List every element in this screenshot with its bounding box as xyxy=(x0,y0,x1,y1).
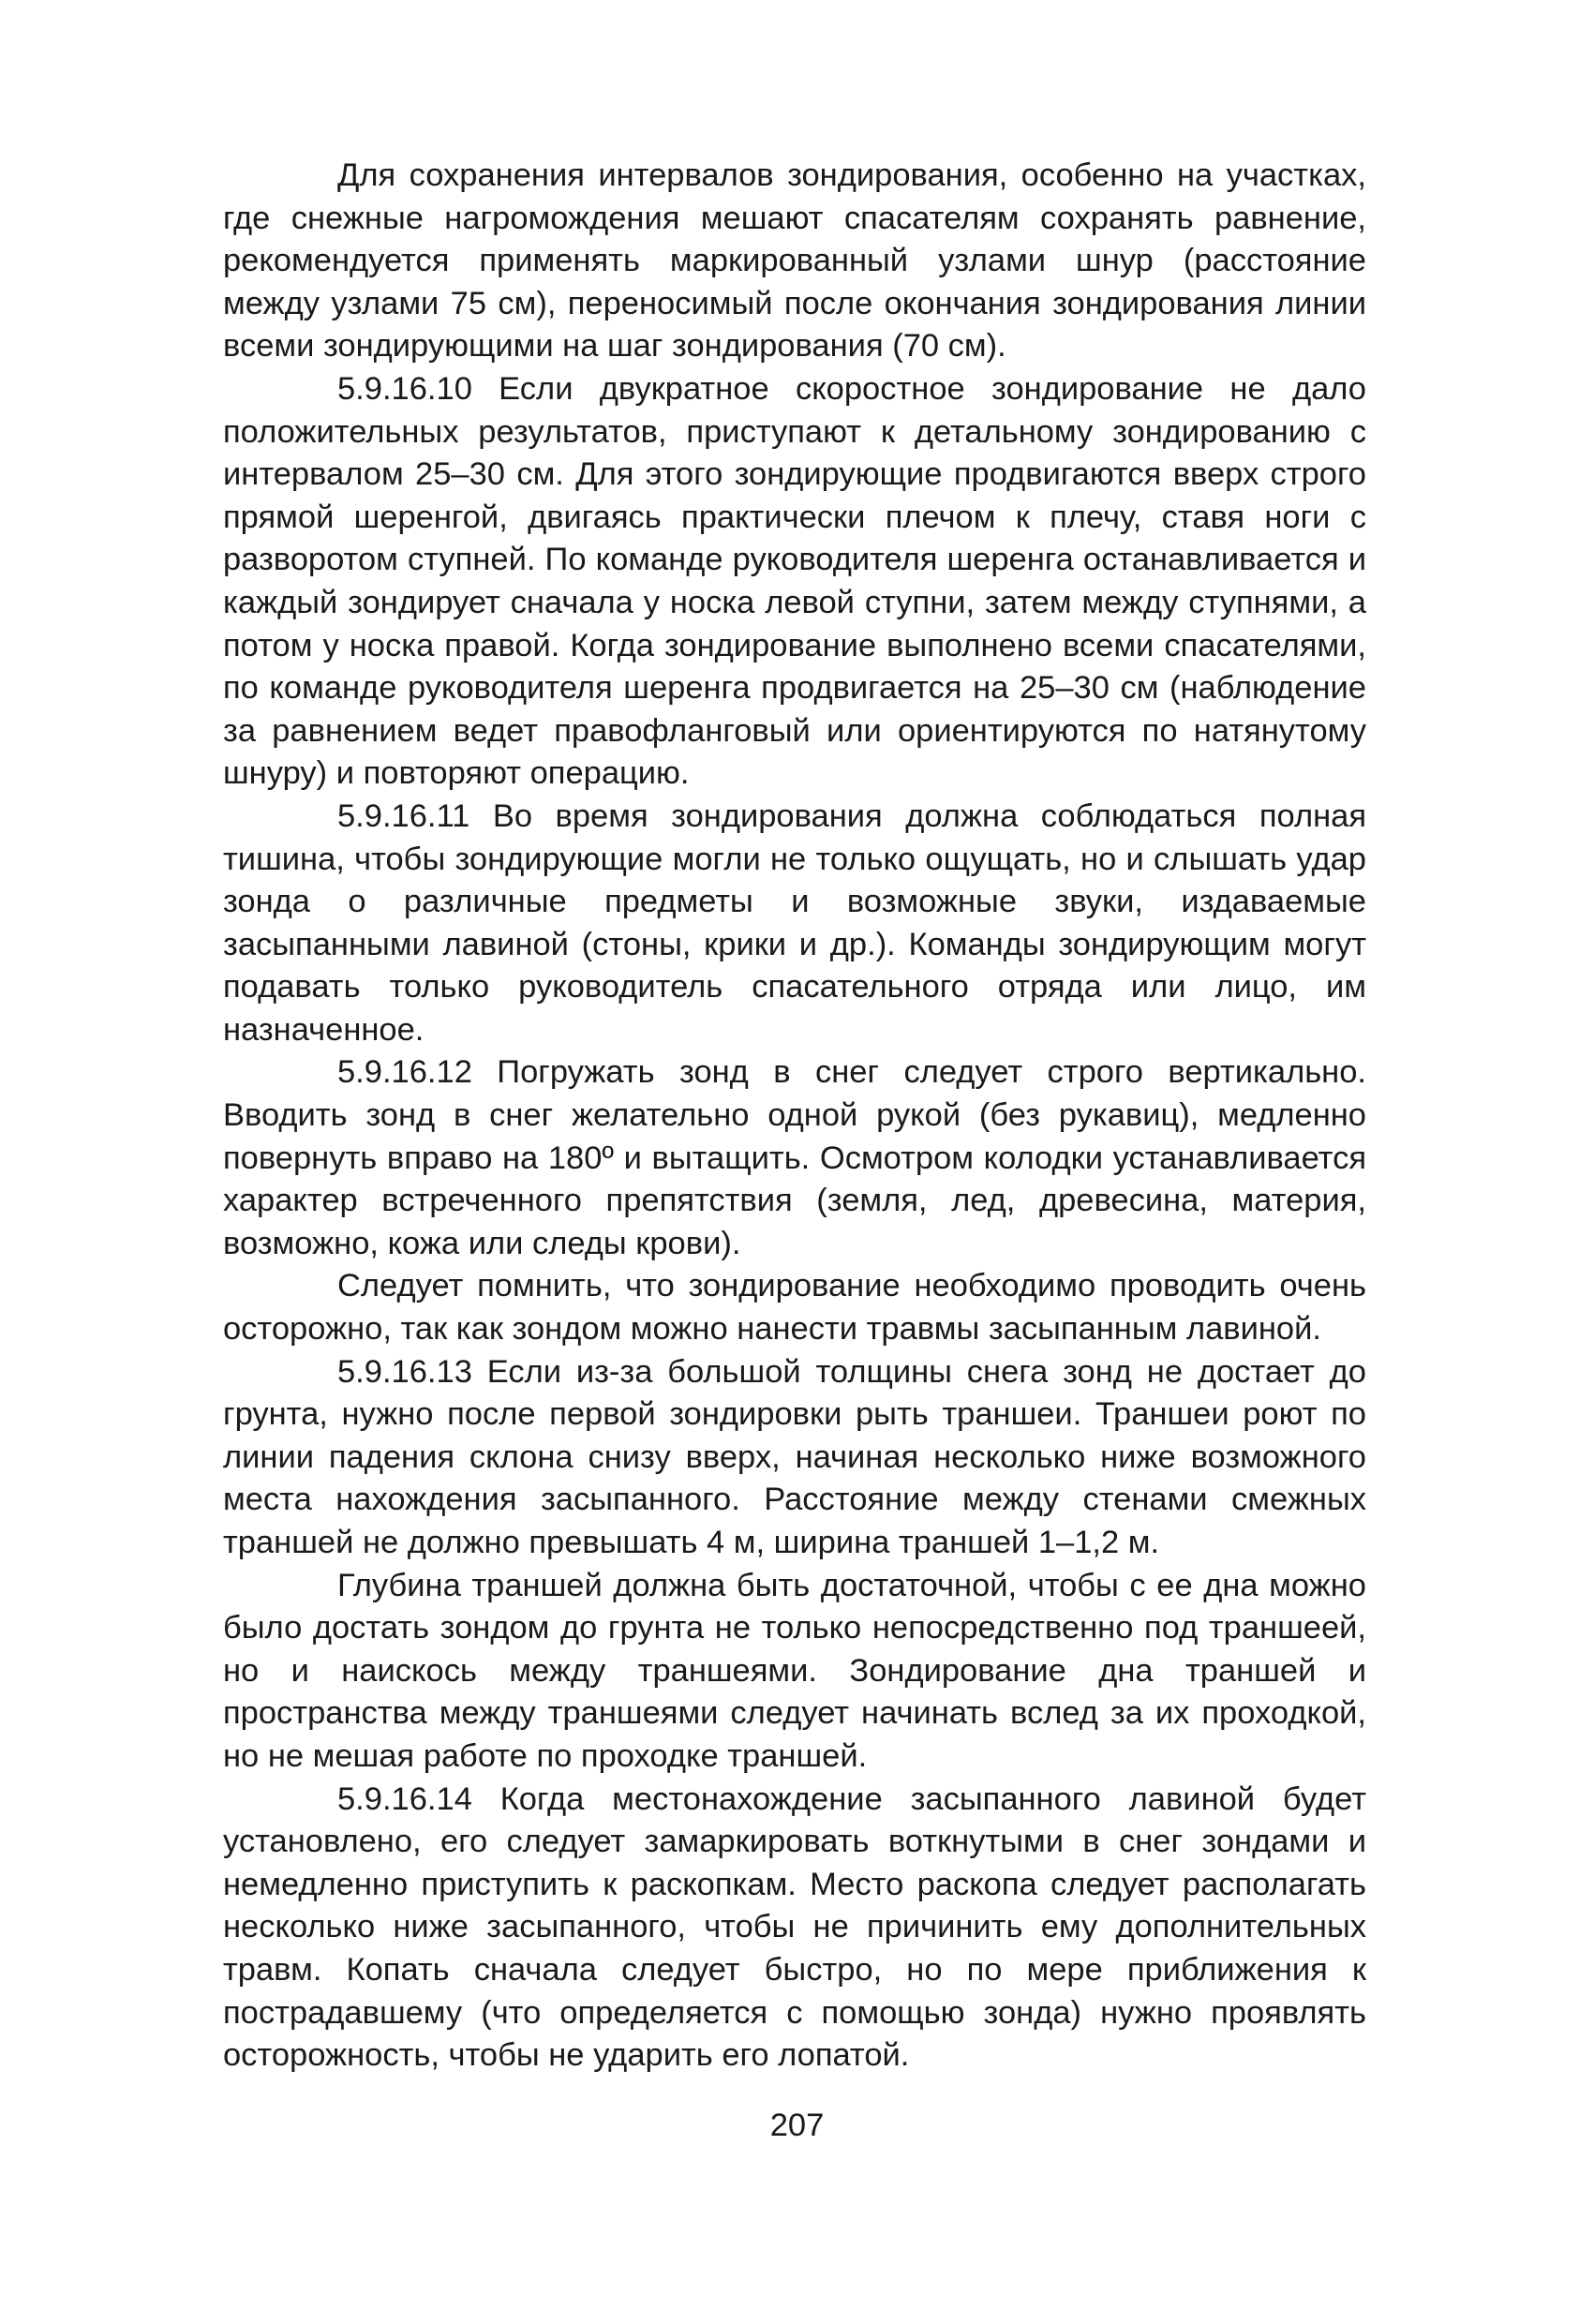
paragraph-trench-depth: Глубина траншей должна быть достаточной, чтобы с ее дна можно было достать зондом до грунта не только непосредственно под траншеей, но и наискось между траншеями. Зондирование дна траншей и пространства между траншеями следует начинать вслед за их проходкой, но не мешая работе по проходке траншей. xyxy=(223,1567,1366,1774)
document-page xyxy=(223,155,1366,2078)
page-number: 207 xyxy=(769,2108,825,2143)
paragraph-5-9-16-14: 5.9.16.14 Когда местонахождение засыпанного лавиной будет установлено, его следует замаркировать воткнутыми в снег зондами и немедленно приступить к раскопкам. Место раскопа следует располагать несколько ниже засыпанного, чтобы не причинить ему дополнительных травм. Копать сначала следует быстро, но по мере приближения к пострадавшему (что определяется с помощью зонда) нужно проявлять осторожность, чтобы не ударить его лопатой. xyxy=(223,1780,1366,2074)
paragraph-5-9-16-13: 5.9.16.13 Если из-за большой толщины снега зонд не достает до грунта, нужно после первой зондировки рыть траншеи. Траншеи роют по линии падения склона снизу вверх, начиная несколько ниже возможного места нахождения засыпанного. Расстояние между стенами смежных траншей не должно превышать 4 м, ширина траншей 1–1,2 м. xyxy=(223,1353,1366,1560)
paragraph-caution-note: Следует помнить, что зондирование необходимо проводить очень осторожно, так как зондом можно нанести травмы засыпанным лавиной. xyxy=(223,1268,1366,1348)
paragraph-5-9-16-10: 5.9.16.10 Если двукратное скоростное зондирование не дало положительных результатов, приступают к детальному зондированию с интервалом 25–30 см. Для этого зондирующие продвигаются вверх строго прямой шеренгой, двигаясь практически плечом к плечу, ставя ноги с разворотом ступней. По команде руководителя шеренга останавливается и каждый зондирует сначала у носка левой ступни, затем между ступнями, а потом у носка правой. Когда зондирование выполнено всеми спасателями, по команде руководителя шеренга продвигается на 25–30 см (наблюдение за равнением ведет правофланговый или ориентируются по натянутому шнуру) и повторяют операцию. xyxy=(223,370,1366,792)
paragraph-5-9-16-12: 5.9.16.12 Погружать зонд в снег следует строго вертикально. Вводить зонд в снег желательно одной рукой (без рукавиц), медленно повернуть вправо на 180º и вытащить. Осмотром колодки устанавливается характер встреченного препятствия (земля, лед, древесина, материя, возможно, кожа или следы крови). xyxy=(223,1054,1366,1261)
paragraph-5-9-16-11: 5.9.16.11 Во время зондирования должна соблюдаться полная тишина, чтобы зондирующие могли не только ощущать, но и слышать удар зонда о различные предметы и возможные звуки, издаваемые засыпанными лавиной (стоны, крики и др.). Команды зондирующим могут подавать только руководитель спасательного отряда или лицо, им назначенное. xyxy=(223,797,1366,1048)
paragraph-probing-intervals: Для сохранения интервалов зондирования, особенно на участках, где снежные нагромождения мешают спасателям сохранять равнение, рекомендуется применять маркированный узлами шнур (расстояние между узлами 75 см), переносимый после окончания зондирования линии всеми зондирующими на шаг зондирования (70 см). xyxy=(223,157,1366,365)
